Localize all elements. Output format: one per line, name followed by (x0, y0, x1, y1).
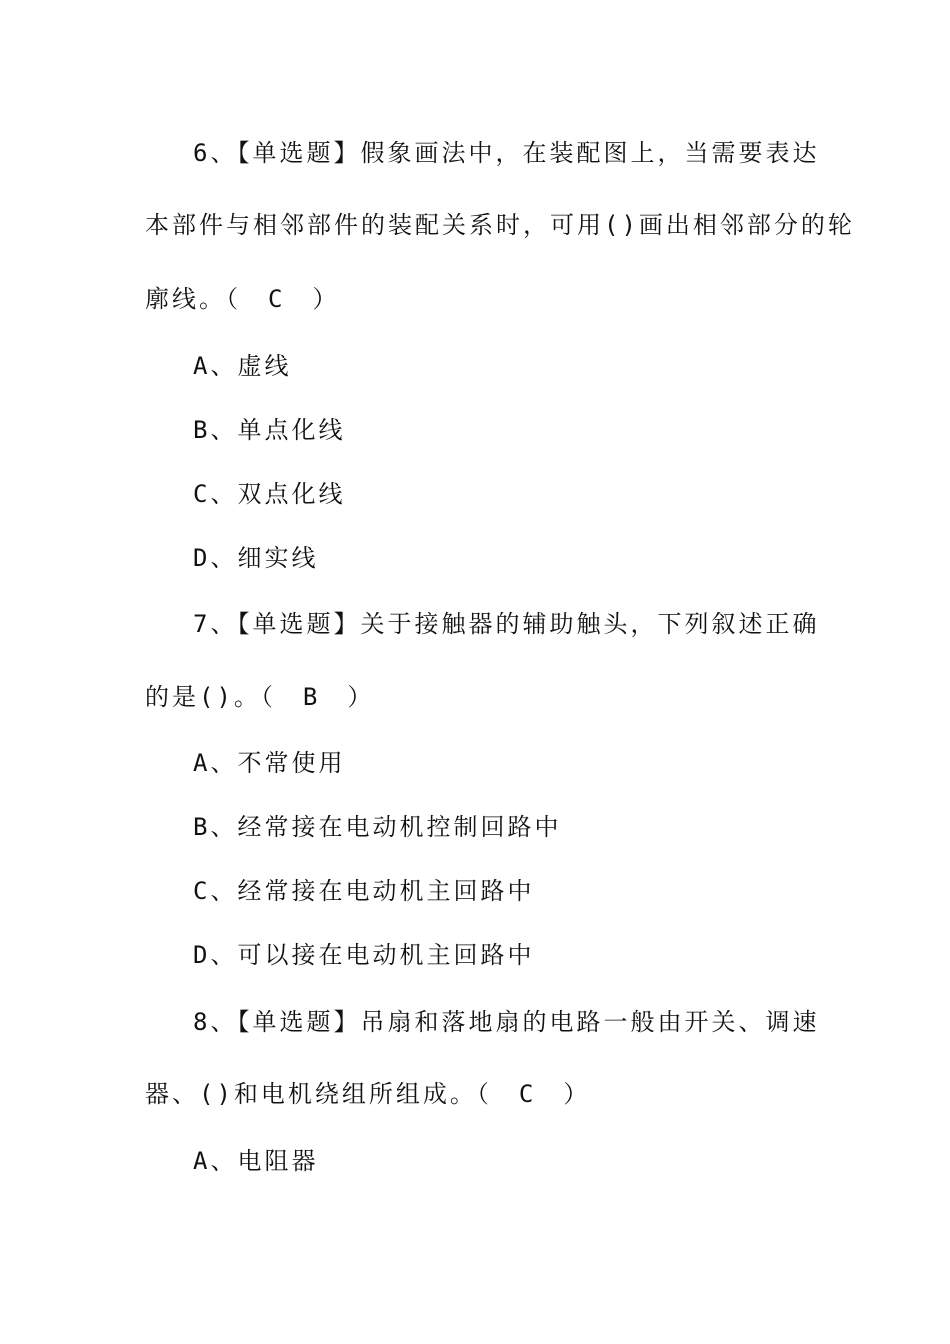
question-7-option-b: B、经常接在电动机控制回路中 (193, 813, 562, 841)
question-7-option-d: D、可以接在电动机主回路中 (193, 941, 535, 969)
question-7-option-a: A、不常使用 (193, 749, 346, 777)
question-7-line-2: 的是()。（ B ） (145, 683, 375, 711)
question-6-option-c: C、双点化线 (193, 480, 346, 508)
question-7-line-1: 7、【单选题】关于接触器的辅助触头，下列叙述正确 (193, 610, 820, 638)
question-6-line-1: 6、【单选题】假象画法中，在装配图上，当需要表达 (193, 139, 820, 167)
question-8-option-a: A、电阻器 (193, 1147, 319, 1175)
question-6-option-d: D、细实线 (193, 544, 319, 572)
question-8-line-2: 器、()和电机绕组所组成。（ C ） (145, 1080, 591, 1108)
question-7-option-c: C、经常接在电动机主回路中 (193, 877, 535, 905)
question-6-option-b: B、单点化线 (193, 416, 346, 444)
question-6-line-3: 廓线。（ C ） (145, 285, 340, 313)
question-8-line-1: 8、【单选题】吊扇和落地扇的电路一般由开关、调速 (193, 1008, 820, 1036)
question-6-line-2: 本部件与相邻部件的装配关系时，可用()画出相邻部分的轮 (145, 211, 855, 239)
question-6-option-a: A、虚线 (193, 352, 292, 380)
